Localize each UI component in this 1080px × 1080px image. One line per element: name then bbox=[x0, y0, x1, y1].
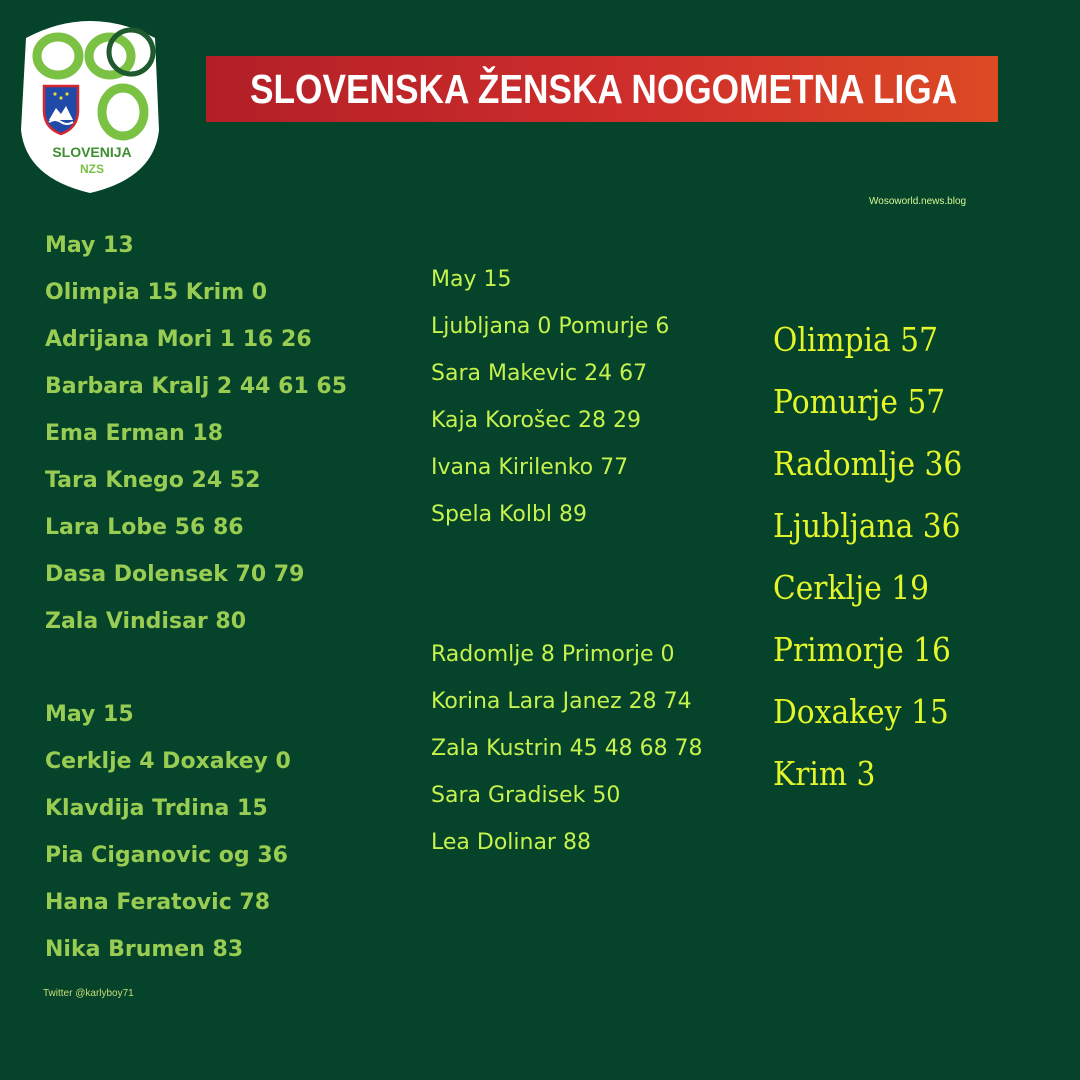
scorer-line: Pia Ciganovic og 36 bbox=[45, 843, 288, 868]
match-result: Cerklje 4 Doxakey 0 bbox=[45, 749, 291, 774]
standings-row: Radomlje 36 bbox=[773, 444, 963, 483]
standings-row: Cerklje 19 bbox=[773, 568, 930, 607]
site-credit: Wosoworld.news.blog bbox=[869, 196, 967, 207]
match-result: Olimpia 15 Krim 0 bbox=[45, 280, 268, 305]
scorer-line: Barbara Kralj 2 44 61 65 bbox=[45, 374, 348, 399]
left-results-block-1 bbox=[45, 222, 347, 645]
scorer-line: Nika Brumen 83 bbox=[45, 937, 244, 962]
scorer-line: Sara Gradisek 50 bbox=[431, 783, 621, 808]
scorer-line: Spela Kolbl 89 bbox=[431, 502, 588, 527]
standings-row: Krim 3 bbox=[773, 754, 876, 793]
scorer-line: Klavdija Trdina 15 bbox=[45, 796, 268, 821]
scorer-line: Ema Erman 18 bbox=[45, 421, 224, 446]
scorer-line: Lea Dolinar 88 bbox=[431, 830, 591, 855]
middle-results-block-1 bbox=[431, 256, 669, 538]
league-banner bbox=[206, 56, 998, 122]
match-result: Ljubljana 0 Pomurje 6 bbox=[431, 314, 670, 339]
scorer-line: Zala Kustrin 45 48 68 78 bbox=[431, 736, 703, 761]
scorer-line: Hana Feratovic 78 bbox=[45, 890, 271, 915]
logo-country-text: SLOVENIJA bbox=[52, 144, 132, 160]
date-heading: May 15 bbox=[45, 702, 134, 727]
scorer-line: Sara Makevic 24 67 bbox=[431, 361, 648, 386]
standings-row: Pomurje 57 bbox=[773, 382, 946, 421]
standings-row: Doxakey 15 bbox=[773, 692, 949, 731]
scorer-line: Dasa Dolensek 70 79 bbox=[45, 562, 305, 587]
slovenia-nzs-logo bbox=[18, 10, 163, 195]
twitter-credit: Twitter @karlyboy71 bbox=[43, 988, 134, 999]
left-results-block-2 bbox=[45, 691, 291, 973]
league-standings bbox=[773, 309, 983, 805]
scorer-line: Korina Lara Janez 28 74 bbox=[431, 689, 692, 714]
logo-org-text: NZS bbox=[80, 162, 104, 176]
middle-results-block-2 bbox=[431, 631, 703, 866]
standings-row: Primorje 16 bbox=[773, 630, 951, 669]
scorer-line: Lara Lobe 56 86 bbox=[45, 515, 244, 540]
scorer-line: Kaja Korošec 28 29 bbox=[431, 408, 641, 433]
scorer-line: Adrijana Mori 1 16 26 bbox=[45, 327, 312, 352]
scorer-line: Tara Knego 24 52 bbox=[45, 468, 261, 493]
standings-row: Olimpia 57 bbox=[773, 320, 938, 359]
league-title: SLOVENSKA ŽENSKA NOGOMETNA LIGA bbox=[250, 65, 958, 112]
standings-row: Ljubljana 36 bbox=[773, 506, 961, 545]
scorer-line: Ivana Kirilenko 77 bbox=[431, 455, 629, 480]
date-heading: May 15 bbox=[431, 267, 512, 292]
scorer-line: Zala Vindisar 80 bbox=[45, 609, 247, 634]
date-heading: May 13 bbox=[45, 233, 134, 258]
match-result: Radomlje 8 Primorje 0 bbox=[431, 642, 675, 667]
